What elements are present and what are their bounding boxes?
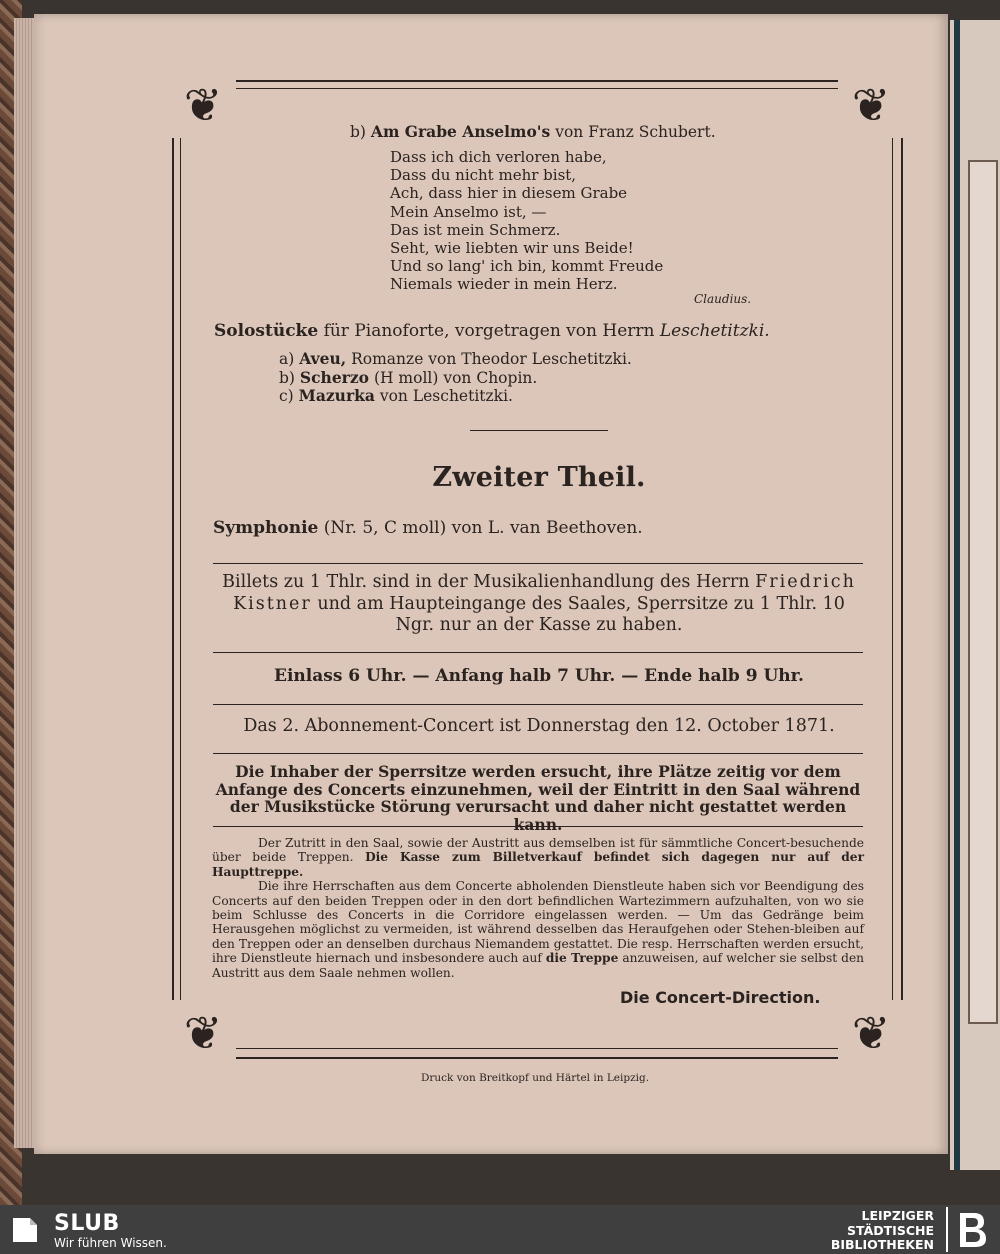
divider	[213, 753, 863, 754]
adjacent-page	[950, 20, 1000, 1170]
library-logo-icon	[946, 1207, 992, 1252]
item-title: Aveu,	[299, 349, 347, 368]
fine-print-emphasis: Die Kasse zum Billetverkauf befindet sich dagegen nur auf der Haupttreppe.	[212, 850, 864, 879]
slub-tagline: Wir führen Wissen.	[54, 1236, 167, 1250]
library-name-line: BIBLIOTHEKEN	[830, 1237, 934, 1252]
divider	[213, 826, 863, 827]
solo-list	[279, 350, 632, 406]
item-detail: von Leschetitzki.	[379, 387, 513, 405]
poem-line: Ach, dass hier in diesem Grabe	[390, 184, 628, 203]
seat-notice: Die Inhaber der Sperrsitze werden ersucht, ihre Plätze zeitig vor dem Anfange des Concerts einzunehmen, weil der Eintritt in den Saal während der Musikstücke Störung verursacht und daher nicht gestattet werden kann.	[215, 762, 861, 834]
poem-line: Dass du nicht mehr bist,	[390, 166, 577, 185]
list-item	[279, 369, 632, 388]
divider	[213, 652, 863, 653]
fine-print	[212, 836, 864, 980]
slub-logo-icon	[10, 1215, 40, 1245]
poem-title: Am Grabe Anselmo's	[370, 122, 551, 141]
flourish-icon: ❦	[838, 72, 904, 138]
slub-name: SLUB	[54, 1211, 120, 1236]
flourish-icon: ❦	[170, 1000, 236, 1066]
signature: Die Concert-Direction.	[620, 988, 821, 1007]
printer-note: Druck von Breitkopf und Härtel in Leipzig.	[420, 1072, 650, 1084]
item-title: Scherzo	[299, 367, 369, 387]
adjacent-page-border	[968, 160, 998, 1024]
item-label: a)	[279, 350, 295, 368]
item-detail: Romanze von Theodor Leschetitzki.	[351, 350, 632, 368]
footer-bar	[0, 1205, 1000, 1254]
ticket-info	[212, 572, 866, 637]
next-concert: Das 2. Abonnement-Concert ist Donnerstag den 12. October 1871.	[243, 716, 835, 736]
fine-print-emphasis: die Treppe	[545, 951, 619, 966]
divider	[213, 704, 863, 705]
item-label: c)	[279, 387, 294, 405]
list-item	[279, 387, 632, 406]
solo-label: Solostücke	[214, 321, 319, 341]
ticket-text: und am Haupteingange des Saales, Sperrsitze zu 1 Thlr. 10 Ngr. nur an der Kasse zu haben.	[317, 593, 845, 635]
poem-composer: von Franz Schubert.	[555, 123, 716, 141]
solo-heading	[214, 321, 770, 341]
library-name	[831, 1209, 934, 1253]
divider	[213, 563, 863, 564]
poet-name: Claudius.	[694, 292, 752, 306]
fine-print-paragraph	[212, 836, 864, 879]
poem-line: Mein Anselmo ist, —	[390, 202, 547, 221]
section-title: Zweiter Theil.	[432, 462, 646, 493]
poem-label: b)	[350, 123, 366, 141]
item-label: b)	[279, 368, 295, 387]
symphony-label: Symphonie	[213, 518, 319, 538]
poem-heading	[350, 122, 716, 141]
library-name-line: STÄDTISCHE	[847, 1222, 934, 1238]
poem-line: Und so lang' ich bin, kommt Freude	[390, 257, 664, 276]
poem-line: Dass ich dich verloren habe,	[390, 148, 607, 166]
list-item	[279, 350, 632, 369]
fine-print-paragraph	[212, 879, 864, 980]
solo-performer: Leschetitzki.	[659, 321, 770, 341]
item-detail: (H moll) von Chopin.	[373, 368, 538, 387]
fine-print-text: Der Zutritt in den Saal, sowie der Austritt aus demselben ist für sämmtliche Concert-besuchende über beide Treppen.	[212, 836, 864, 865]
ticket-text: Billets zu 1 Thlr. sind in der Musikalienhandlung des Herrn	[222, 572, 750, 592]
solo-text: für Pianoforte, vorgetragen von Herrn	[323, 321, 655, 341]
poem-line: Das ist mein Schmerz.	[390, 220, 561, 239]
poem-line: Seht, wie liebten wir uns Beide!	[390, 239, 634, 258]
flourish-icon: ❦	[838, 1000, 904, 1066]
ticket-seller: Friedrich Kistner	[233, 572, 856, 614]
concert-times: Einlass 6 Uhr. — Anfang halb 7 Uhr. — Ende halb 9 Uhr.	[274, 666, 804, 686]
poem-line: Niemals wieder in mein Herz.	[390, 275, 618, 294]
fine-print-text: Die ihre Herrschaften aus dem Concerte abholenden Dienstleute haben sich vor Beendigung des Concerts auf den beiden Treppen oder in den dort befindlichen Wartezimmern aufzuhalten, von wo sie beim Schlusse des Concerts in die Corridore eingelassen werden. — Um das Gedränge beim Herausgehen möglichst zu vermeiden, ist während desselben das Heraufgehen oder Stehen-bleiben auf den Treppen oder an denselben durchaus Niemandem gestattet. Die resp. Herrschaften werden ersucht, ihre Dienstleute hiernach und insbesondere auch auf	[212, 879, 864, 966]
symphony-line	[213, 518, 643, 538]
item-title: Mazurka	[298, 386, 375, 405]
divider	[470, 430, 608, 431]
library-name-line: LEIPZIGER	[861, 1208, 934, 1223]
binding-stripe	[954, 20, 960, 1170]
symphony-detail: (Nr. 5, C moll) von L. van Beethoven.	[323, 518, 643, 538]
fine-print-text: anzuweisen, auf welcher sie selbst den Austritt aus dem Saale nehmen wollen.	[212, 951, 865, 980]
poem-text	[390, 148, 663, 294]
flourish-icon: ❦	[170, 72, 236, 138]
